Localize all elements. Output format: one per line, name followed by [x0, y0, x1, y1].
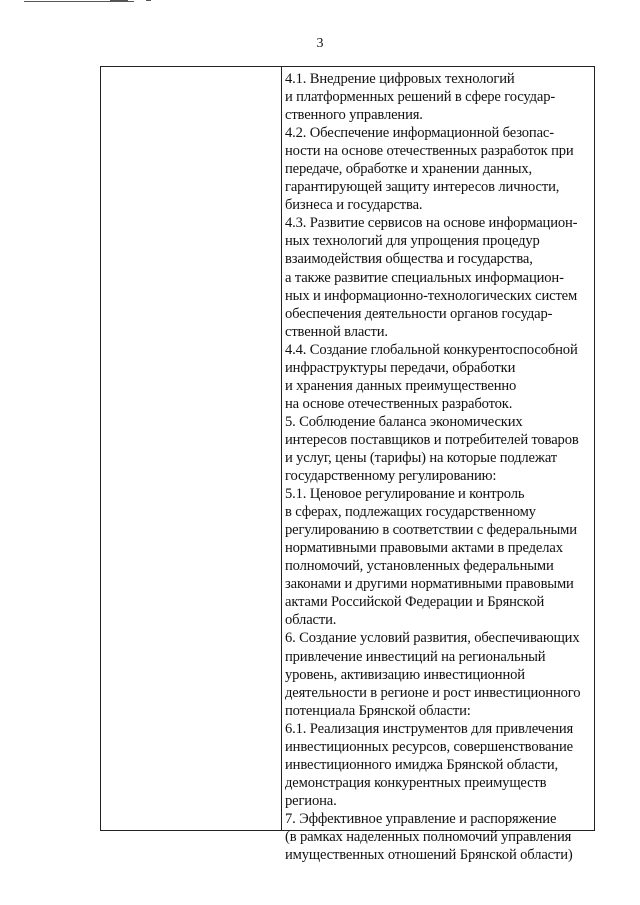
text-line: гарантирующей защиту интересов личности,	[285, 179, 560, 196]
text-line: на основе отечественных разработок.	[285, 395, 513, 412]
text-line: 5. Соблюдение баланса экономических	[285, 413, 523, 430]
text-line: передаче, обработке и хранении данных,	[285, 161, 533, 178]
text-line: а также развитие специальных информацион-	[285, 269, 564, 286]
text-line: области.	[285, 612, 337, 629]
table-left-cell	[101, 67, 281, 830]
text-line: интересов поставщиков и потребителей товаров	[285, 431, 579, 448]
document-table	[100, 66, 595, 864]
text-line: инвестиционных ресурсов, совершенствование	[285, 738, 573, 755]
text-line: регулированию в соответствии с федеральными	[285, 522, 577, 539]
text-line: (в рамках наделенных полномочий управления	[285, 828, 572, 845]
text-line: и хранения данных преимущественно	[285, 377, 517, 394]
table-right-cell	[282, 70, 594, 864]
text-line: 6.1. Реализация инструментов для привлечения	[285, 720, 574, 737]
text-line: 4.2. Обеспечение информационной безопас-	[285, 125, 554, 142]
text-line: 5.1. Ценовое регулирование и контроль	[285, 486, 525, 503]
text-line: региона.	[285, 792, 337, 809]
text-line: уровень, активизацию инвестиционной	[285, 666, 525, 683]
text-line: актами Российской Федерации и Брянской	[285, 594, 545, 611]
text-line: 6. Создание условий развития, обеспечивающих	[285, 630, 580, 647]
text-line: ных и информационно-технологических систем	[285, 287, 578, 304]
scan-artifact-line	[24, 1, 134, 2]
text-line: ных технологий для упрощения процедур	[285, 233, 540, 250]
text-line: имущественных отношений Брянской области)	[285, 847, 573, 864]
scan-artifact-line	[146, 0, 151, 1]
text-line: ственной власти.	[285, 323, 388, 340]
text-line: демонстрация конкурентных преимуществ	[285, 774, 547, 791]
text-line: привлечение инвестиций на региональный	[285, 648, 546, 665]
text-line: деятельности в регионе и рост инвестиционного	[285, 684, 581, 701]
text-line: бизнеса и государства.	[285, 197, 423, 214]
text-line: обеспечения деятельности органов государ-	[285, 305, 553, 322]
text-line: ственного управления.	[285, 107, 423, 124]
text-line: 4.4. Создание глобальной конкурентоспособной	[285, 341, 578, 358]
text-line: и платформенных решений в сфере государ-	[285, 89, 556, 106]
text-line: нормативными правовыми актами в пределах	[285, 540, 563, 557]
text-line: ности на основе отечественных разработок при	[285, 143, 574, 160]
text-line: законами и другими нормативными правовыми	[285, 576, 574, 593]
text-line: государственному регулированию:	[285, 468, 497, 485]
page-number: 3	[316, 36, 324, 51]
text-line: полномочий, установленных федеральными	[285, 558, 554, 575]
text-line: 4.1. Внедрение цифровых технологий	[285, 71, 515, 87]
text-line: взаимодействия общества и государства,	[285, 251, 533, 268]
scan-artifact-line	[110, 0, 128, 1]
text-line: потенциала Брянской области:	[285, 702, 471, 719]
text-line: и услуг, цены (тарифы) на которые подлежат	[285, 449, 557, 466]
text-line: инвестиционного имиджа Брянской области,	[285, 756, 559, 773]
text-line: 7. Эффективное управление и распоряжение	[285, 810, 557, 827]
text-line: инфраструктуры передачи, обработки	[285, 359, 516, 376]
text-line: 4.3. Развитие сервисов на основе информацион-	[285, 215, 578, 232]
text-line: в сферах, подлежащих государственному	[285, 504, 536, 521]
